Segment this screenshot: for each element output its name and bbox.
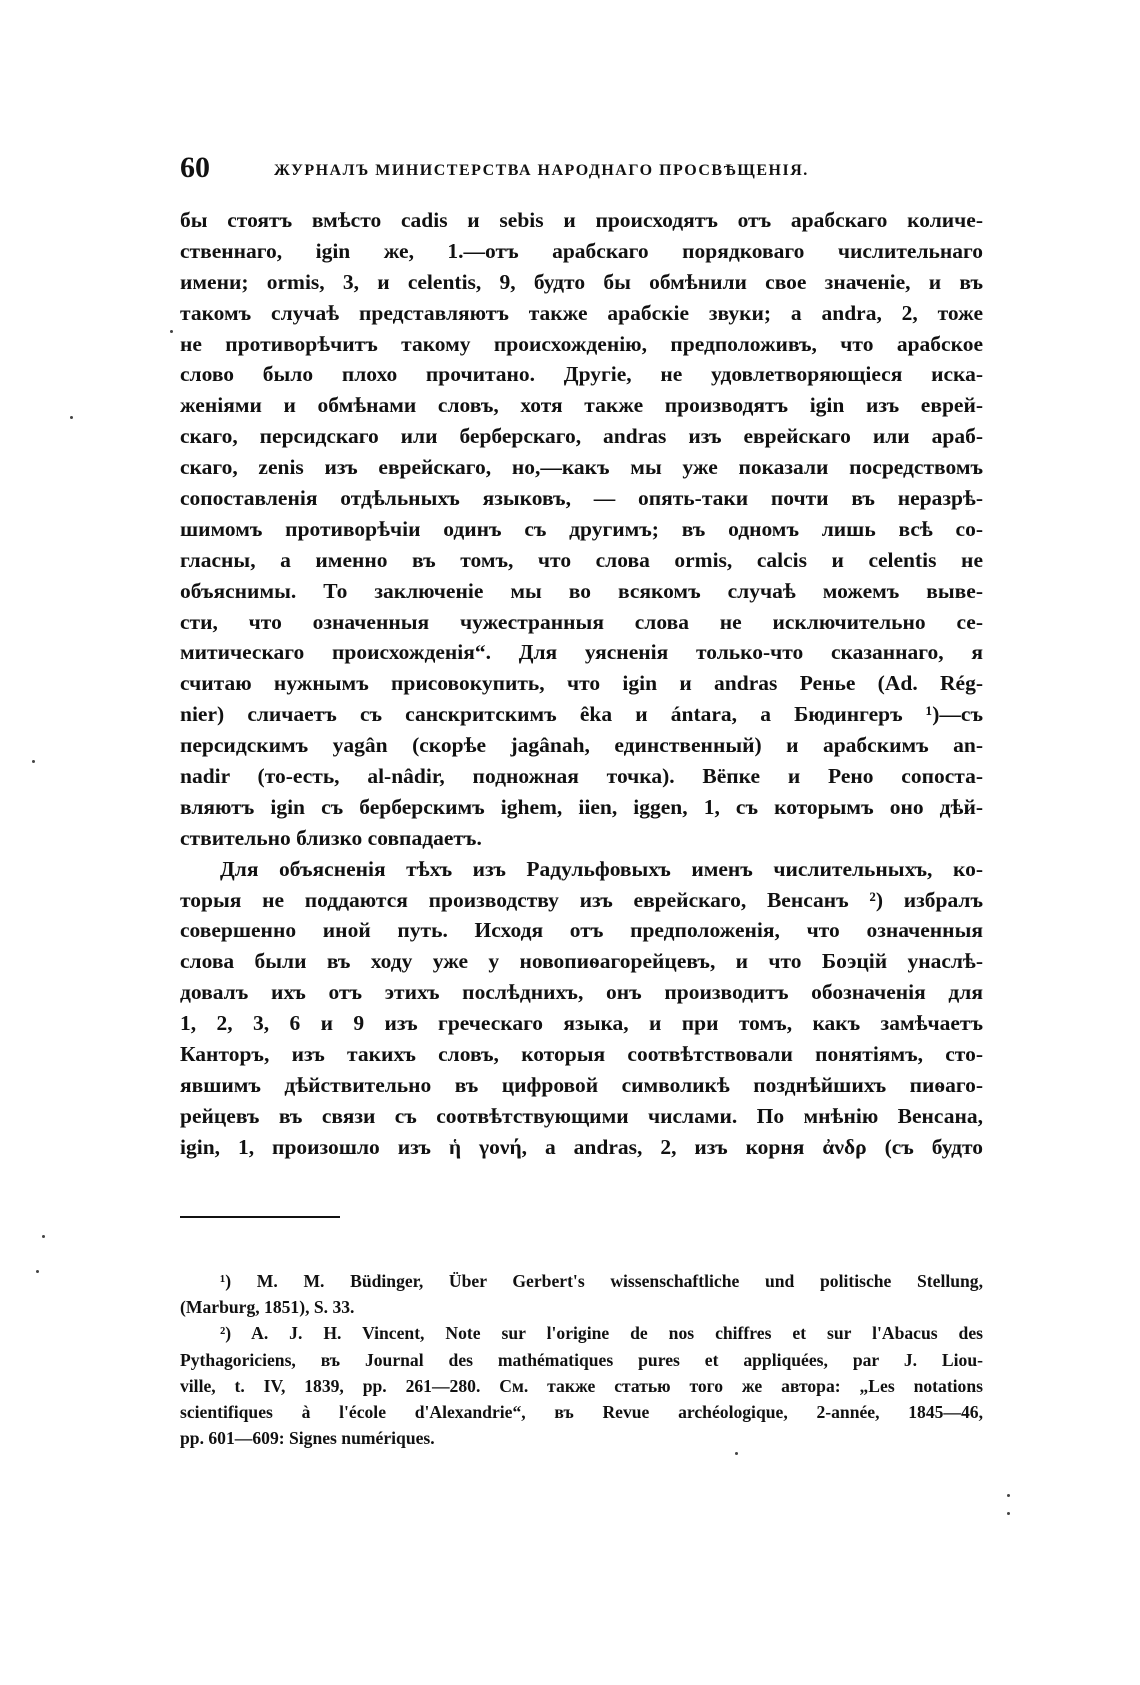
scan-speck xyxy=(42,1235,45,1238)
body-line-paragraph-end: ствительно близко совпадаетъ. xyxy=(180,825,482,850)
footnote-line: pp. 601—609: Signes numériques. xyxy=(180,1428,435,1449)
body-line: не противорѣчитъ такому происхожденію, предположивъ, что арабское xyxy=(180,331,983,356)
body-line: митическаго происхожденія“. Для уясненія только-что сказаннаго, я xyxy=(180,640,983,665)
body-line: гласны, а именно въ томъ, что слова ormis, calcis и celentis не xyxy=(180,547,983,572)
running-head: ЖУРНАЛЪ МИНИСТЕРСТВА НАРОДНАГО ПРОСВѢЩЕНІЯ. xyxy=(274,162,809,179)
page-number: 60 xyxy=(180,151,210,184)
scan-speck xyxy=(36,1270,39,1273)
body-line: женіями и обмѣнами словъ, хотя также производятъ igin изъ еврей- xyxy=(180,393,983,418)
body-line: сти, что означенныя чужестранныя слова не исключительно се- xyxy=(180,609,983,634)
body-line: вляютъ igin съ берберскимъ ighem, iien, iggen, 1, съ которымъ оно дѣй- xyxy=(180,794,983,819)
scan-speck xyxy=(735,1452,738,1455)
scan-speck xyxy=(170,330,173,333)
body-line: скаго, zenis изъ еврейскаго, но,—какъ мы уже показали посредствомъ xyxy=(180,455,983,480)
body-line: рейцевъ въ связи съ соотвѣтствующими числами. По мнѣнію Венсана, xyxy=(180,1103,983,1128)
body-line: торыя не поддаются производству изъ еврейскаго, Венсанъ ²) избралъ xyxy=(180,887,983,912)
body-line: бы стоятъ вмѣсто cadis и sebis и происходятъ отъ арабскаго количе- xyxy=(180,208,983,232)
body-line: персидскимъ yagân (скорѣе jagânah, единственный) и арабскимъ an- xyxy=(180,733,983,758)
footnote-line: ville, t. IV, 1839, pp. 261—280. См. также статью того же автора: „Les notations xyxy=(180,1375,983,1396)
body-line: nier) сличаетъ съ санскритскимъ êka и ántara, а Бюдингеръ ¹)—съ xyxy=(180,702,983,727)
body-line: считаю нужнымъ присовокупить, что igin и andras Ренье (Ad. Rég- xyxy=(180,671,983,696)
scan-speck xyxy=(70,416,73,419)
body-line: скаго, персидскаго или берберскаго, andras изъ еврейскаго или араб- xyxy=(180,424,983,449)
footnote-line: ¹) M. M. Büdinger, Über Gerbert's wissenschaftliche und politische Stellung, xyxy=(220,1271,983,1291)
footnotes xyxy=(180,1268,983,1451)
body-line: шимомъ противорѣчіи одинъ съ другимъ; въ одномъ лишь всѣ со- xyxy=(180,516,983,541)
body-line: слово было плохо прочитано. Другіе, не удовлетворяющіеся иска- xyxy=(180,362,983,387)
body-line: nadir (то-есть, al-nâdir, подножная точка). Вёпке и Рено сопоста- xyxy=(180,764,983,789)
body-line: сопоставленія отдѣльныхъ языковъ, — опять-таки почти въ неразрѣ- xyxy=(180,486,983,511)
body-line: довалъ ихъ отъ этихъ послѣднихъ, онъ производитъ обозначенія для xyxy=(180,980,983,1005)
footnote-line: Pythagoriciens, въ Journal des mathématiques pures et appliquées, par J. Liou- xyxy=(180,1349,983,1370)
page-header xyxy=(180,148,980,188)
body-line: явшимъ дѣйствительно въ цифровой символикѣ позднѣйшихъ пиѳаго- xyxy=(180,1072,983,1097)
body-line: Канторъ, изъ такихъ словъ, которыя соотвѣтствовали понятіямъ, сто- xyxy=(180,1042,983,1067)
scan-speck xyxy=(1007,1512,1010,1515)
body-line: объяснимы. То заключеніе мы во всякомъ случаѣ можемъ выве- xyxy=(180,578,983,603)
body-line: слова были въ ходу уже у новопиѳагорейцевъ, и что Боэцій унаслѣ- xyxy=(180,949,983,974)
footnote-line: scientifiques à l'école d'Alexandrie“, въ Revue archéologique, 2-année, 1845—46, xyxy=(180,1401,983,1422)
scan-speck xyxy=(1007,1494,1010,1497)
body-line-paragraph-start: Для объясненія тѣхъ изъ Радульфовыхъ именъ числительныхъ, ко- xyxy=(220,856,983,881)
footnote-line: (Marburg, 1851), S. 33. xyxy=(180,1297,355,1318)
body-line: такомъ случаѣ представляютъ также арабскіе звуки; а andra, 2, тоже xyxy=(180,300,983,325)
footnote-rule xyxy=(180,1216,340,1218)
body-line: ственнаго, igin же, 1.—отъ арабскаго порядковаго числительнаго xyxy=(180,238,983,263)
body-line: совершенно иной путь. Исходя отъ предположенія, что означенныя xyxy=(180,918,983,943)
body-text xyxy=(180,205,983,1163)
body-line: имени; ormis, 3, и celentis, 9, будто бы обмѣнили свое значеніе, и въ xyxy=(180,269,983,294)
body-line: 1, 2, 3, 6 и 9 изъ греческаго языка, и при томъ, какъ замѣчаетъ xyxy=(180,1011,983,1036)
footnote-line: ²) A. J. H. Vincent, Note sur l'origine de nos chiffres et sur l'Abacus des xyxy=(220,1323,983,1344)
scan-speck xyxy=(32,760,35,763)
body-line: igin, 1, произошло изъ ἡ γονή, а andras, 2, изъ корня ἀνδρ (съ будто xyxy=(180,1134,983,1159)
